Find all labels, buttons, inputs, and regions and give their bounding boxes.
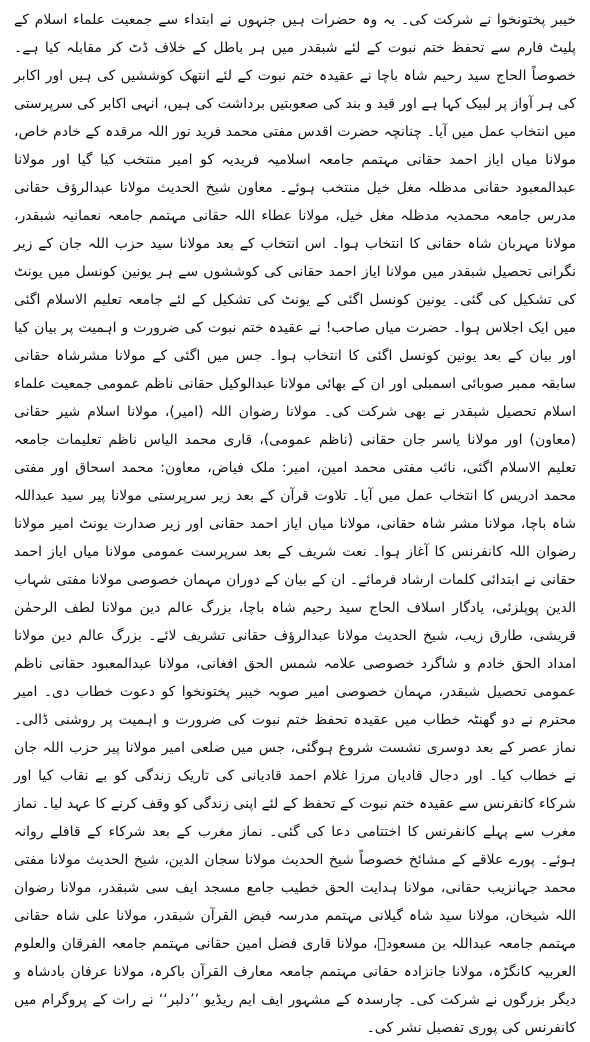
article-page [14,6,576,1036]
article-body-text: خیبر پختونخوا نے شرکت کی۔ یہ وہ حضرات ہیں جنہوں نے ابتداء سے جمعیت علماء اسلام کے پلیٹ فارم سے تحفظ ختم نبوت کے لئے شبقدر میں ہر باطل کے خلاف ڈٹ کر مقابلہ کیا ہے۔ خصوصاً الحاج سید رحیم شاہ باچا نے عقیدہ ختم نبوت کے لئے انتھک کوششیں کی ہیں اور اکابر کی ہر آواز پر لبیک کہا ہے اور قید و بند کی صعوبتیں برداشت کی ہیں، انہی اکابر کی سرپرستی میں انتخاب عمل میں آیا۔ چنانچہ حضرت اقدس مفتی محمد فرید نور اللہ مرقدہ کے خادم خاص، مولانا میاں ایاز احمد حقانی مہتمم جامعہ اسلامیہ فریدیہ کو امیر منتخب کیا گیا اور مولانا عبدالمعبود حقانی مدظلہ مغل خیل منتخب ہوئے۔ معاون شیخ الحدیث مولانا عبدالرؤف حقانی مدرس جامعہ محمدیہ مدظلہ مغل خیل، مولانا عطاء اللہ حقانی مہتمم جامعہ نعمانیہ شبقدر، مولانا مہربان شاہ حقانی کا انتخاب ہوا۔ اس انتخاب کے بعد مولانا سید حزب اللہ جان کے زیر نگرانی تحصیل شبقدر میں مولانا ایاز احمد حقانی کی کوششوں سے ہر یونین کونسل میں یونٹ کی تشکیل کی گئی۔ یونین کونسل اگئی کے یونٹ کی تشکیل کے لئے جامعہ تعلیم الاسلام اگئی میں ایک اجلاس ہوا۔ حضرت میاں صاحب! نے عقیدہ ختم نبوت کی ضرورت و اہمیت پر بیان کیا اور بیان کے بعد یونین کونسل اگئی کا انتخاب ہوا۔ جس میں اگئی کے مولانا مشرشاہ حقانی سابقہ ممبر صوبائی اسمبلی اور ان کے بھائی مولانا عبدالوکیل حقانی ناظم عمومی جمعیت علماء اسلام تحصیل شبقدر نے بھی شرکت کی۔ مولانا رضوان اللہ (امیر)، مولانا اسلام شیر حقانی (معاون) اور مولانا یاسر جان حقانی (ناظم عمومی)، قاری محمد الیاس ناظم تعلیمات جامعہ تعلیم الاسلام اگئی، نائب مفتی محمد امین، امیر: ملک فیاض، معاون: محمد اسحاق اور مفتی محمد ادریس کا انتخاب عمل میں آیا۔ تلاوت قرآن کے بعد زیر سرپرستی مولانا پیر سید عبداللہ شاہ باچا، مولانا مشر شاہ حقانی، مولانا میاں ایاز احمد حقانی اور زیر صدارت یونٹ امیر مولانا رضوان اللہ کانفرنس کا آغاز ہوا۔ نعت شریف کے بعد سرپرست عمومی مولانا میاں ایاز احمد حقانی نے ابتدائی کلمات ارشاد فرمائے۔ ان کے بیان کے دوران مہمان خصوصی مولانا مفتی شہاب الدین پوپلزئی، یادگار اسلاف الحاج سید رحیم شاہ باچا، بزرگ عالم دین مولانا لطف الرحمٰن قریشی، طارق زیب، شیخ الحدیث مولانا عبدالرؤف حقانی تشریف لائے۔ بزرگ عالم دین مولانا امداد الحق خادم و شاگرد خصوصی علامہ شمس الحق افغانی، مولانا عبدالمعبود حقانی ناظم عمومی تحصیل شبقدر، مہمان خصوصی امیر صوبہ خیبر پختونخوا کو دعوت خطاب دی۔ امیر محترم نے دو گھنٹہ خطاب میں عقیدہ تحفظ ختم نبوت کی ضرورت و اہمیت پر روشنی ڈالی۔ نماز عصر کے بعد دوسری نشست شروع ہوگئی، جس میں ضلعی امیر مولانا پیر حزب اللہ جان نے خطاب کیا۔ اور دجال قادیان مرزا غلام احمد قادیانی کی تاریک زندگی کو بے نقاب کیا اور شرکاء کانفرنس سے عقیدہ ختم نبوت کے تحفظ کے لئے اپنی زندگی کو وقف کرنے کا عہد لیا۔ نماز مغرب سے پہلے کانفرنس کا اختتامی دعا کی گئی۔ نماز مغرب کے بعد شرکاء کے قافلے روانہ ہوئے۔ پورے علاقے کے مشائخ خصوصاً شیخ الحدیث مولانا سجان الدین، شیخ الحدیث مولانا مفتی محمد جہانزیب حقانی، مولانا ہدایت الحق خطیب جامع مسجد ایف سی شبقدر، مولانا رضوان اللہ شیخان، مولانا سید شاہ گیلانی مہتمم مدرسہ فیض القرآن شبقدر، مولانا علی شاہ حقانی مہتمم جامعہ عبداللہ بن مسعودؓ، مولانا قاری فضل امین حقانی مہتمم جامعہ الفرقان والعلوم العربیہ کانگڑہ، مولانا جانزادہ حقانی مہتمم جامعہ معارف القرآن باکرہ، مولانا عرفان بادشاہ و دیگر بزرگوں نے شرکت کی۔ چارسدہ کے مشہور ایف ایم ریڈیو ’’دلبر‘‘ نے رات کے پروگرام میں کانفرنس کی پوری تفصیل نشر کی۔ [14,12,576,1036]
